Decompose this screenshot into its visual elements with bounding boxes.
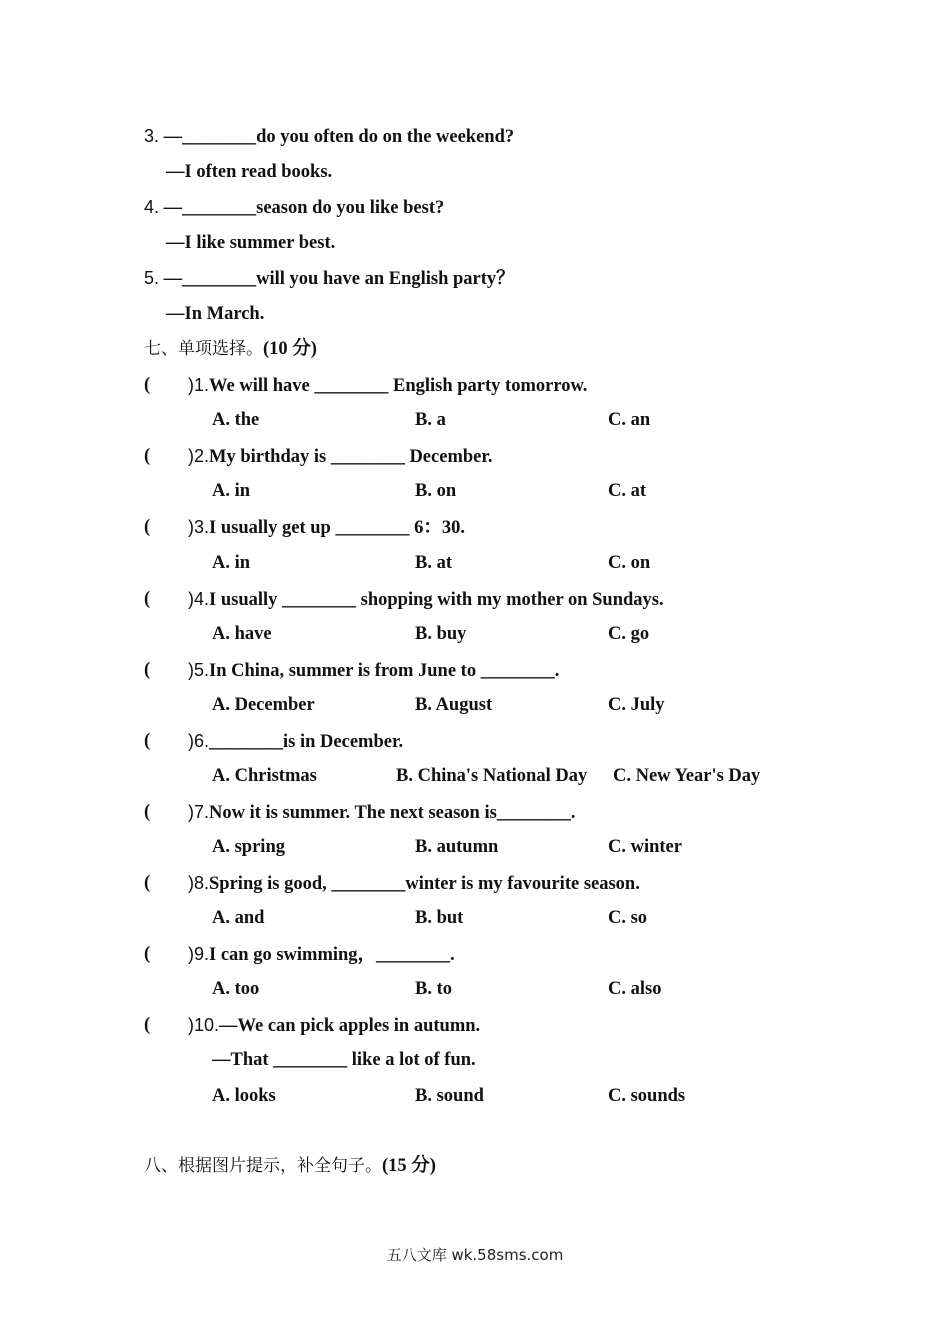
fill-question-3: 3. —________do you often do on the weekend? <box>144 126 515 147</box>
question-10-line-2: —That ________ like a lot of fun. <box>212 1050 476 1070</box>
answer-paren: ( <box>144 802 151 822</box>
question-1: )1.We will have ________ English party tomorrow. <box>188 375 588 396</box>
question-3: )3.I usually get up ________ 6：30. <box>188 517 465 538</box>
option-c: C. winter <box>608 837 682 857</box>
fill-question-4: 4. —________season do you like best? <box>144 197 445 218</box>
question-8: )8.Spring is good, ________winter is my favourite season. <box>188 873 640 894</box>
answer-paren: ( <box>144 446 151 466</box>
option-c: C. New Year's Day <box>613 766 761 786</box>
answer-paren: ( <box>144 1015 151 1035</box>
option-a: A. and <box>212 908 265 928</box>
option-c: C. on <box>608 553 651 573</box>
question-9: )9.I can go swimming，________. <box>188 944 455 965</box>
page-footer: 五八文库 wk.58sms.com <box>386 1246 564 1264</box>
question-10: )10.—We can pick apples in autumn. <box>188 1015 481 1036</box>
answer-paren: ( <box>144 873 151 893</box>
option-b: B. to <box>415 979 452 999</box>
option-c: C. go <box>608 624 650 644</box>
answer-paren: ( <box>144 589 151 609</box>
fill-answer-3: —I often read books. <box>166 162 333 182</box>
option-b: B. China's National Day <box>396 766 588 786</box>
option-b: B. August <box>415 695 493 715</box>
option-b: B. sound <box>415 1086 484 1106</box>
option-a: A. too <box>212 979 260 999</box>
section-8-heading: 八、根据图片提示，补全句子。(15 分) <box>144 1156 436 1176</box>
answer-paren: ( <box>144 660 151 680</box>
question-2: )2.My birthday is ________ December. <box>188 446 493 467</box>
option-b: B. at <box>415 553 452 573</box>
option-b: B. buy <box>415 624 467 644</box>
fill-answer-5: —In March. <box>166 304 265 324</box>
question-7: )7.Now it is summer. The next season is________. <box>188 802 576 823</box>
option-c: C. also <box>608 979 662 999</box>
option-a: A. spring <box>212 837 285 857</box>
option-a: A. Christmas <box>212 766 317 786</box>
question-5: )5.In China, summer is from June to ________. <box>188 660 560 681</box>
option-b: B. a <box>415 410 446 430</box>
option-b: B. but <box>415 908 464 928</box>
option-a: A. December <box>212 695 315 715</box>
answer-paren: ( <box>144 944 151 964</box>
fill-answer-4: —I like summer best. <box>166 233 336 253</box>
option-b: B. autumn <box>415 837 499 857</box>
option-a: A. in <box>212 481 251 501</box>
option-a: A. have <box>212 624 272 644</box>
option-a: A. in <box>212 553 251 573</box>
option-c: C. July <box>608 695 665 715</box>
option-c: C. an <box>608 410 651 430</box>
option-c: C. sounds <box>608 1086 686 1106</box>
answer-paren: ( <box>144 375 151 395</box>
question-6: )6.________is in December. <box>188 731 404 752</box>
fill-question-5: 5. —________will you have an English party？ <box>144 268 515 289</box>
option-a: A. the <box>212 410 260 430</box>
answer-paren: ( <box>144 731 151 751</box>
answer-paren: ( <box>144 517 151 537</box>
option-a: A. looks <box>212 1086 276 1106</box>
section-7-heading: 七、单项选择。(10 分) <box>144 339 317 359</box>
option-c: C. at <box>608 481 647 501</box>
option-c: C. so <box>608 908 648 928</box>
option-b: B. on <box>415 481 457 501</box>
question-4: )4.I usually ________ shopping with my mother on Sundays. <box>188 589 664 610</box>
